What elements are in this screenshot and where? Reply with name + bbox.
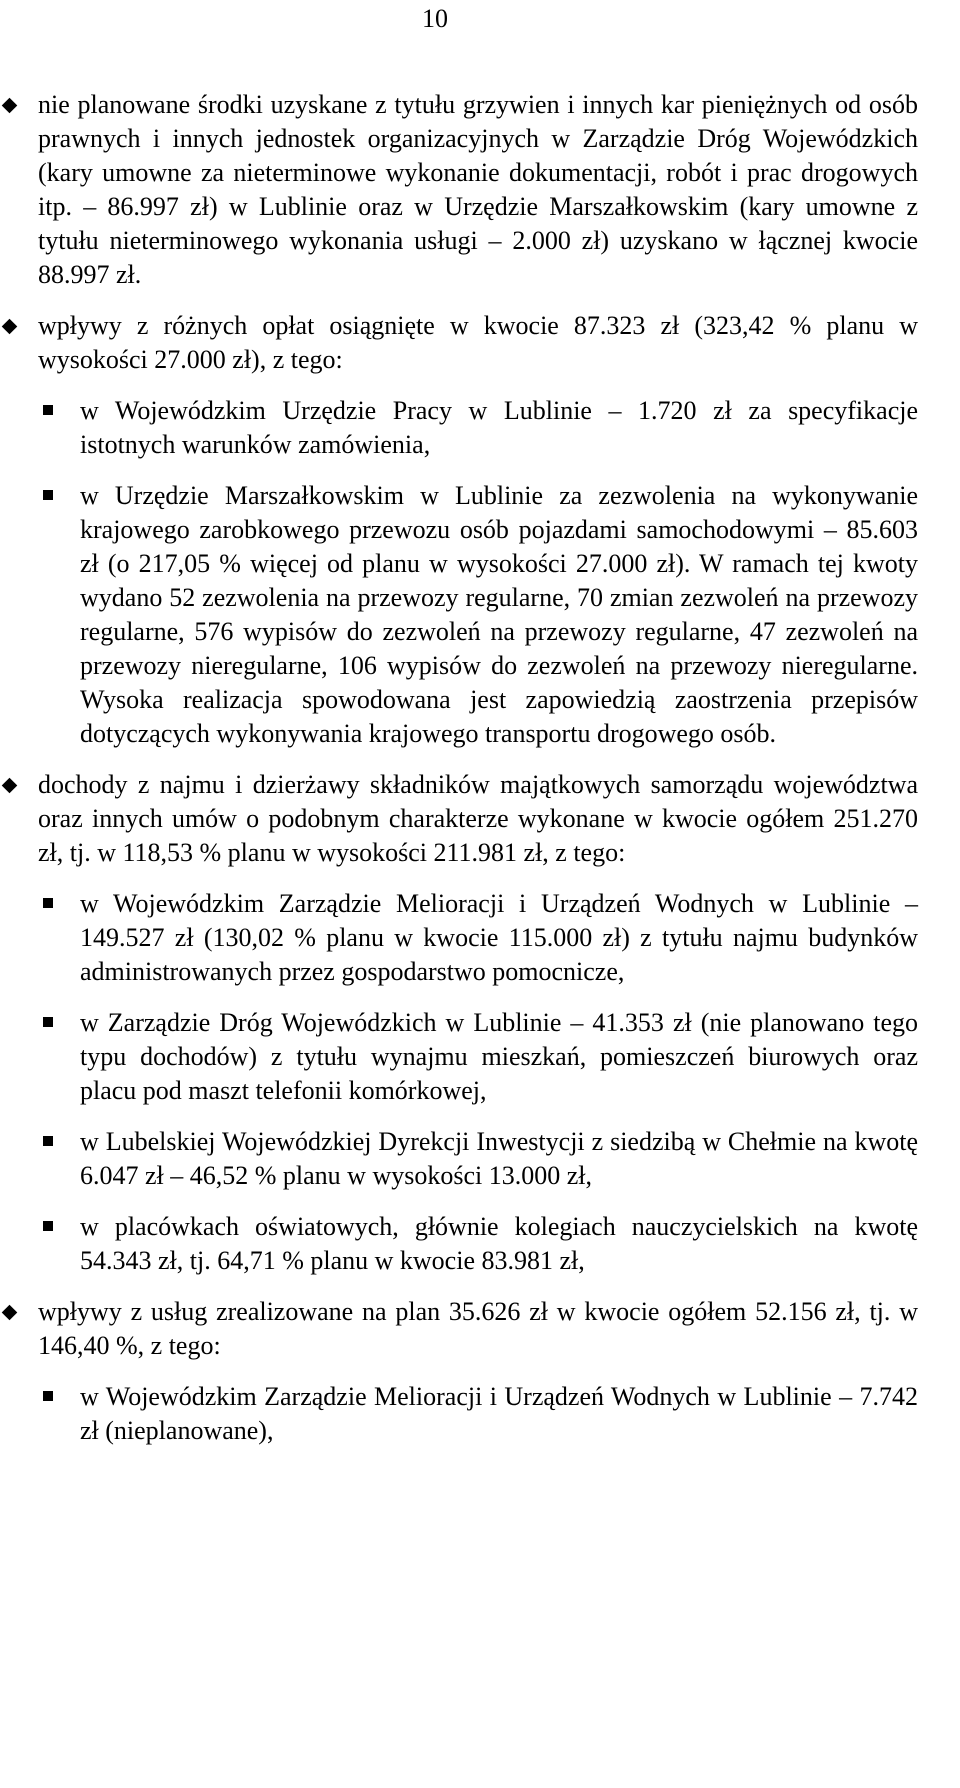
list-item-text: wpływy z usług zrealizowane na plan 35.626 zł w kwocie ogółem 52.156 zł, tj. w 146,40 %, z tego: bbox=[38, 1297, 918, 1360]
list-item-text: nie planowane środki uzyskane z tytułu grzywien i innych kar pieniężnych od osób prawnych i innych jednostek organizacyjnych w Zarządzie Dróg Wojewódzkich (kary umowne za nieterminowe wykonanie dokumentacji, robót i prac drogowych itp. – 86.997 zł) w Lublinie oraz w Urzędzie Marszałkowskim (kary umowne z tytułu nieterminowego wykonania usługi – 2.000 zł) uzyskano w łącznej kwocie 88.997 zł. bbox=[38, 90, 918, 289]
sub-list-item bbox=[80, 1380, 918, 1448]
sub-list-item bbox=[80, 394, 918, 462]
document-body bbox=[38, 88, 918, 1465]
list-item bbox=[38, 768, 918, 1278]
sub-list-item-text: w Wojewódzkim Urzędzie Pracy w Lublinie – 1.720 zł za specyfikacje istotnych warunków zamówienia, bbox=[80, 396, 918, 459]
sub-list-item-text: w Lubelskiej Wojewódzkiej Dyrekcji Inwestycji z siedzibą w Chełmie na kwotę 6.047 zł – 46,52 % planu w wysokości 13.000 zł, bbox=[80, 1127, 918, 1190]
sub-list-item-text: w Wojewódzkim Zarządzie Melioracji i Urządzeń Wodnych w Lublinie – 149.527 zł (130,02 % planu w kwocie 115.000 zł) z tytułu najmu budynków administrowanych przez gospodarstwo pomocnicze, bbox=[80, 889, 918, 986]
list-item bbox=[38, 88, 918, 292]
sub-list-item bbox=[80, 1125, 918, 1193]
sub-list-item bbox=[80, 887, 918, 989]
square-bullet-icon bbox=[43, 1391, 53, 1401]
sub-list-item-text: w placówkach oświatowych, głównie kolegiach nauczycielskich na kwotę 54.343 zł, tj. 64,71 % planu w kwocie 83.981 zł, bbox=[80, 1212, 918, 1275]
square-bullet-icon bbox=[43, 1017, 53, 1027]
sub-list-item bbox=[80, 1006, 918, 1108]
diamond-bullet-icon bbox=[2, 1305, 18, 1321]
diamond-bullet-icon bbox=[2, 778, 18, 794]
square-bullet-icon bbox=[43, 1136, 53, 1146]
diamond-bullet-icon bbox=[2, 319, 18, 335]
square-bullet-icon bbox=[43, 1221, 53, 1231]
square-bullet-icon bbox=[43, 490, 53, 500]
sub-list bbox=[38, 1380, 918, 1448]
list-item-text: wpływy z różnych opłat osiągnięte w kwocie 87.323 zł (323,42 % planu w wysokości 27.000 zł), z tego: bbox=[38, 311, 918, 374]
page-number: 10 bbox=[422, 4, 448, 33]
diamond-bullet-icon bbox=[2, 98, 18, 114]
list-item-text: dochody z najmu i dzierżawy składników majątkowych samorządu województwa oraz innych umów o podobnym charakterze wykonane w kwocie ogółem 251.270 zł, tj. w 118,53 % planu w wysokości 211.981 zł, z tego: bbox=[38, 770, 918, 867]
sub-list-item-text: w Zarządzie Dróg Wojewódzkich w Lublinie – 41.353 zł (nie planowano tego typu dochodów) z tytułu wynajmu mieszkań, pomieszczeń biurowych oraz placu pod maszt telefonii komórkowej, bbox=[80, 1008, 918, 1105]
list-item bbox=[38, 309, 918, 751]
sub-list-item-text: w Urzędzie Marszałkowskim w Lublinie za zezwolenia na wykonywanie krajowego zarobkowego przewozu osób pojazdami samochodowymi – 85.603 zł (o 217,05 % więcej od planu w wysokości 27.000 zł). W ramach tej kwoty wydano 52 zezwolenia na przewozy regularne, 70 zmian zezwoleń na przewozy regularne, 576 wypisów do zezwoleń na przewozy regularne, 47 zezwoleń na przewozy nieregularne, 106 wypisów do zezwoleń na przewozy nieregularne. Wysoka realizacja spowodowana jest zapowiedzią zaostrzenia przepisów dotyczących wykonywania krajowego transportu drogowego osób. bbox=[80, 481, 918, 748]
list-item bbox=[38, 1295, 918, 1448]
sub-list-item bbox=[80, 479, 918, 751]
sub-list-item bbox=[80, 1210, 918, 1278]
sub-list bbox=[38, 887, 918, 1278]
square-bullet-icon bbox=[43, 898, 53, 908]
sub-list-item-text: w Wojewódzkim Zarządzie Melioracji i Urządzeń Wodnych w Lublinie – 7.742 zł (nieplanowane), bbox=[80, 1382, 918, 1445]
square-bullet-icon bbox=[43, 405, 53, 415]
sub-list bbox=[38, 394, 918, 751]
